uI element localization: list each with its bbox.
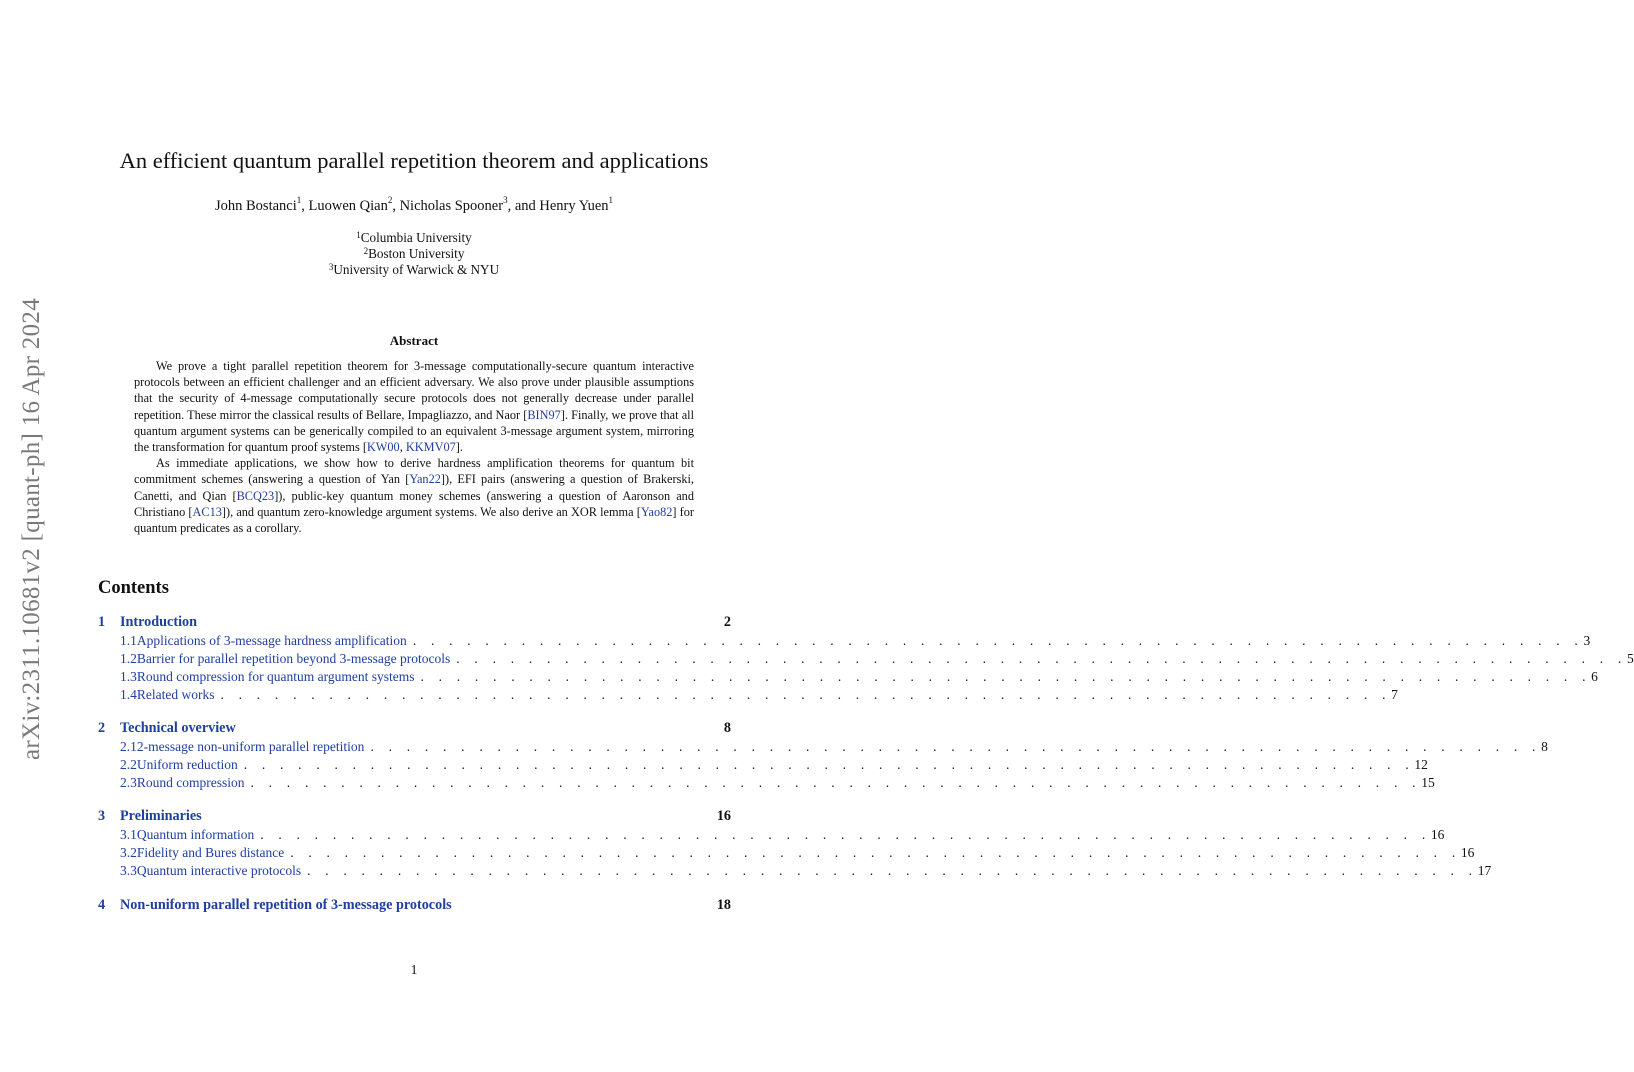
abstract-text: As immediate applications, we show how to derive hardness amplification theorems for quantum bit commitment schemes (answering a question of Yan [ (134, 456, 694, 487)
abstract-text: ]. Finally, we prove that all quantum argument systems can be generically compiled to an equivalent 3-message argument system, mirroring the transformation for quantum proof systems [ (134, 407, 694, 455)
author-name: Nicholas Spooner (399, 198, 504, 214)
toc-subsection-number: 1.3 (120, 669, 137, 684)
toc-subsection-number: 1.1 (120, 633, 137, 648)
toc-page-number: 6 (1591, 669, 1598, 684)
toc-subsection-title[interactable]: Round compression (136, 775, 245, 790)
abstract-text: ]. (455, 440, 463, 455)
toc-page-number: 8 (723, 720, 731, 736)
abstract-paragraph (134, 358, 694, 455)
toc-subsection-title[interactable]: Applications of 3-message hardness amplification (136, 633, 407, 648)
toc-page-number: 5 (1626, 651, 1634, 666)
citation-link[interactable]: Yan22 (409, 472, 441, 487)
toc-page-number: 12 (1414, 757, 1428, 772)
affiliation-mark: 1 (356, 230, 361, 240)
affiliation-mark: 3 (328, 262, 334, 272)
dot-leader: . . . . . . . . . . . . . . . . . . . . . . . . . . . . . . . . . . . . . . . . . . . . . . . . . . . . . . . . . . . . . . . . . (250, 775, 1422, 790)
toc-page-number: 18 (716, 897, 731, 913)
toc-subsection[interactable] (120, 845, 1475, 861)
toc-section-non-uniform-parallel-repetition[interactable] (98, 897, 731, 914)
toc-subsection-title[interactable]: Quantum information (136, 827, 255, 842)
toc-subsection-number: 2.1 (120, 739, 137, 754)
author-separator: , and (507, 198, 540, 214)
toc-section-preliminaries[interactable] (98, 808, 731, 825)
author-affiliation-mark: 1 (608, 195, 614, 205)
affiliation-name: University of Warwick & NYU (333, 262, 500, 277)
abstract-text: ]), public-key quantum money schemes (answering a question of Aaronson and Christiano [ (134, 488, 694, 519)
affiliation-list (0, 230, 828, 278)
dot-leader: . . . . . . . . . . . . . . . . . . . . . . . . . . . . . . . . . . . . . . . . . . . . . . . . . . . . . . . . . . . . . . . . . (420, 669, 1592, 684)
toc-subsection-number: 1.2 (120, 651, 137, 666)
author-affiliation-mark: 3 (503, 195, 508, 205)
citation-link[interactable]: Yao82 (640, 504, 673, 519)
toc-subsection[interactable] (120, 827, 1445, 843)
affiliation (0, 262, 828, 278)
toc-subsection[interactable] (120, 863, 1492, 879)
toc-subsection-title[interactable]: Quantum interactive protocols (136, 863, 302, 878)
page-number: 1 (410, 962, 418, 977)
author-name: John Bostanci (214, 198, 297, 214)
toc-page-number: 8 (1541, 739, 1548, 754)
toc-page-number: 3 (1583, 633, 1591, 648)
toc-subsection-number: 3.3 (120, 863, 137, 878)
abstract-body (134, 358, 694, 536)
dot-leader: . . . . . . . . . . . . . . . . . . . . . . . . . . . . . . . . . . . . . . . . . . . . . . . . . . . . . . . . . . . . . . . . . (290, 845, 1461, 860)
dot-leader: . . . . . . . . . . . . . . . . . . . . . . . . . . . . . . . . . . . . . . . . . . . . . . . . . . . . . . . . . . . . . . . . . (260, 827, 1431, 842)
arxiv-identifier-stamp: arXiv:2311.10681v2 [quant-ph] 16 Apr 2024 (18, 297, 45, 760)
affiliation-name: Columbia University (360, 230, 472, 245)
dot-leader: . . . . . . . . . . . . . . . . . . . . . . . . . . . . . . . . . . . . . . . . . . . . . . . . . . . . . . . . . . . . . . . . . (220, 687, 1392, 702)
author-affiliation-mark: 1 (296, 195, 302, 205)
dot-leader: . . . . . . . . . . . . . . . . . . . . . . . . . . . . . . . . . . . . . . . . . . . . . . . . . . . . . . . . . . . . . . . . . (243, 757, 1415, 772)
toc-subsection-title[interactable]: Fidelity and Bures distance (136, 845, 285, 860)
affiliation-mark: 2 (363, 246, 369, 256)
toc-subsection[interactable] (120, 651, 1634, 667)
abstract-paragraph (134, 455, 694, 536)
citation-link[interactable]: AC13 (192, 504, 222, 519)
toc-page-number: 16 (1430, 827, 1445, 842)
toc-page-number: 16 (1460, 845, 1475, 860)
dot-leader: . . . . . . . . . . . . . . . . . . . . . . . . . . . . . . . . . . . . . . . . . . . . . . . . . . . . . . . . . . . . . . . . . (412, 633, 1584, 648)
abstract-text: ] for quantum predicates as a corollary. (134, 504, 695, 536)
toc-subsection-title[interactable]: Round compression for quantum argument systems (136, 669, 415, 684)
toc-page-number: 16 (716, 808, 731, 824)
toc-subsection-number: 2.3 (120, 775, 137, 790)
dot-leader: . . . . . . . . . . . . . . . . . . . . . . . . . . . . . . . . . . . . . . . . . . . . . . . . . . . . . . . . . . . . . . . . . (370, 739, 1542, 754)
toc-subsection[interactable] (120, 739, 1548, 755)
abstract-text: ]), EFI pairs (answering a question of Brakerski, Canetti, and Qian [ (134, 472, 694, 503)
affiliation (0, 246, 828, 262)
dot-leader: . . . . . . . . . . . . . . . . . . . . . . . . . . . . . . . . . . . . . . . . . . . . . . . . . . . . . . . . . . . . . . . . . (307, 863, 1478, 878)
author-separator: , (301, 198, 309, 214)
citation-link[interactable]: BCQ23 (236, 488, 275, 503)
author-affiliation-mark: 2 (387, 195, 393, 205)
toc-page-number: 15 (1421, 775, 1435, 790)
toc-subsection-number: 1.4 (120, 687, 137, 702)
abstract-heading: Abstract (389, 333, 439, 348)
toc-subsection[interactable] (120, 633, 1591, 649)
toc-page-number: 17 (1477, 863, 1492, 878)
affiliation (0, 230, 828, 246)
contents-heading: Contents (98, 578, 169, 598)
toc-subsection[interactable] (120, 669, 1598, 685)
author-name: Luowen Qian (308, 198, 388, 214)
paper-title: An efficient quantum parallel repetition theorem and applications (119, 148, 709, 173)
toc-subsection[interactable] (120, 687, 1398, 703)
toc-subsection-number: 3.1 (120, 827, 137, 842)
toc-subsection[interactable] (120, 775, 1435, 791)
dot-leader: . . . . . . . . . . . . . . . . . . . . . . . . . . . . . . . . . . . . . . . . . . . . . . . . . . . . . . . . . . . . . . . . . (456, 651, 1627, 666)
toc-section-title[interactable]: Technical overview (120, 720, 236, 736)
abstract-text: We prove a tight parallel repetition theorem for 3-message computationally-secure quantum interactive protocols between an efficient challenger and an efficient adversary. We also prove under plausible assumptions that the security of 4-message computationally secure protocols does not generally decrease under parallel repetition. These mirror the classical results of Bellare, Impagliazzo, and Naor [ (134, 359, 694, 422)
toc-subsection-title[interactable]: Barrier for parallel repetition beyond 3-message protocols (136, 651, 451, 666)
toc-subsection-number: 3.2 (120, 845, 137, 860)
toc-page-number: 7 (1391, 687, 1398, 702)
toc-subsection-title[interactable]: 2-message non-uniform parallel repetition (136, 739, 365, 754)
toc-section-title[interactable]: Non-uniform parallel repetition of 3-message protocols (120, 897, 452, 913)
toc-section-number: 3 (98, 808, 106, 824)
citation-link[interactable]: KW00 (366, 440, 400, 455)
toc-subsection-number: 2.2 (120, 757, 137, 772)
abstract-text: ]), and quantum zero-knowledge argument systems. We also derive an XOR lemma [ (221, 504, 641, 519)
abstract-text: , (399, 440, 406, 455)
citation-link[interactable]: BIN97 (527, 407, 561, 422)
toc-section-introduction[interactable] (98, 614, 731, 631)
toc-subsection-title[interactable]: Related works (136, 687, 215, 702)
toc-section-title[interactable]: Preliminaries (120, 808, 202, 824)
author-separator: , (392, 198, 400, 214)
toc-subsection[interactable] (120, 757, 1428, 773)
toc-section-technical-overview[interactable] (98, 720, 731, 737)
toc-section-number: 4 (98, 897, 106, 913)
toc-section-number: 1 (98, 614, 106, 630)
affiliation-name: Boston University (368, 246, 465, 261)
toc-subsection-title[interactable]: Uniform reduction (136, 757, 238, 772)
toc-page-number: 2 (723, 614, 731, 630)
author-name: Henry Yuen (539, 198, 609, 214)
author-list (0, 195, 828, 215)
citation-link[interactable]: KKMV07 (405, 440, 456, 455)
toc-section-title[interactable]: Introduction (120, 614, 197, 630)
toc-section-number: 2 (98, 720, 106, 736)
